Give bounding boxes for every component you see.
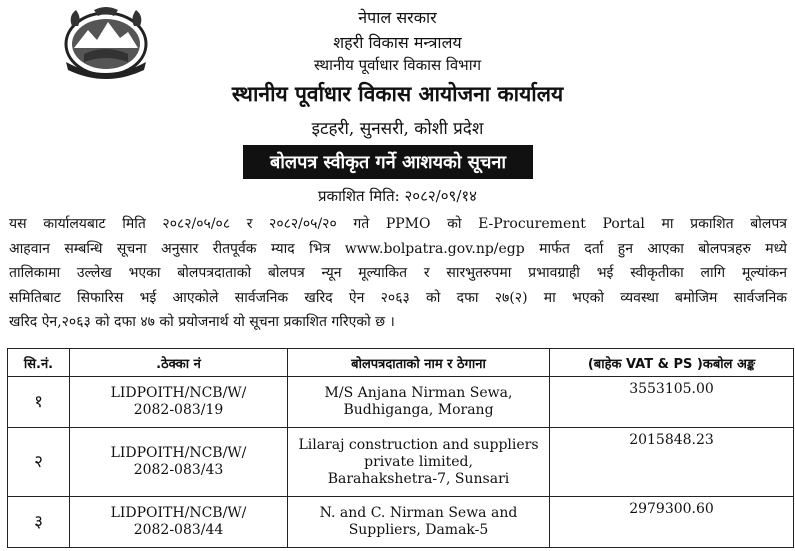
table-header-row <box>8 349 794 377</box>
bid-amount: 2979300.60 <box>550 497 794 548</box>
body-line: आहवान सम्बन्धि सूचना अनुसार रीतपूर्वक म्याद भित्र www.bolpatra.gov.np/egp मार्फत दर्ता हुन आएका बोलपत्रहरु मध्ये <box>9 240 787 257</box>
contract-number <box>70 428 288 497</box>
body-line: खरिद ऐन,२०६३ को दफा ४७ को प्रयोजनार्थ यो सूचना प्रकाशित गरिएको छ । <box>9 314 395 331</box>
bidder-name-address <box>288 428 550 497</box>
bidder-line: N. and C. Nirman Sewa and <box>319 505 518 521</box>
body-line: समितिबाट सिफारिस भई आएकोले सार्वजनिक खरिद ऐन २०६३ को दफा २७(२) मा भएको व्यवस्था बमोजिम सार्वजनिक <box>9 289 787 306</box>
col-header-bidder: बोलपत्रदाताको नाम र ठेगाना <box>288 349 550 377</box>
office-address: इटहरी, सुनसरी, कोशी प्रदेश <box>311 119 484 139</box>
body-line: तालिकामा उल्लेख भएका बोलपत्रदाताको बोलपत्र न्यून मूल्याकित र सारभुतरुपमा प्रभावग्राही भई स्वीकृतीका लागि मूल्यांकन <box>9 265 787 282</box>
col-header-serial: सि.नं. <box>8 349 70 377</box>
bidder-name-address <box>288 377 550 428</box>
contract-line: 2082-083/44 <box>133 522 224 538</box>
contract-line: 2082-083/19 <box>133 402 224 418</box>
ministry-name: शहरी विकास मन्त्रालय <box>333 33 462 52</box>
contract-number <box>70 377 288 428</box>
table-row <box>8 497 794 548</box>
table-row <box>8 428 794 497</box>
serial-number: १ <box>8 377 70 428</box>
bidder-line: Suppliers, Damak-5 <box>348 522 489 538</box>
published-date: प्रकाशित मिति: २०८२/०९/१४ <box>318 187 477 205</box>
bidder-line: Barahakshetra-7, Sunsari <box>327 470 510 487</box>
col-header-amount: (बाहेक VAT & PS )कबोल अङ्क <box>550 349 794 377</box>
bid-amount: 3553105.00 <box>550 377 794 428</box>
table-row <box>8 377 794 428</box>
contract-number <box>70 497 288 548</box>
bidder-line: Budhiganga, Morang <box>343 402 494 418</box>
bidder-line: Lilaraj construction and suppliers <box>298 436 539 453</box>
contract-line: LIDPOITH/NCB/W/ <box>110 445 247 461</box>
notice-title: बोलपत्र स्वीकृत गर्ने आशयको सूचना <box>243 145 533 179</box>
bid-table <box>7 348 794 548</box>
serial-number: ३ <box>8 497 70 548</box>
contract-line: LIDPOITH/NCB/W/ <box>110 505 247 521</box>
notice-body <box>9 212 787 335</box>
body-line: यस कार्यालयबाट मिति २०८२/०५/०८ र २०८२/०५/२० गते PPMO को E-Procurement Portal मा प्रकाशित बोलपत्र <box>9 216 787 232</box>
contract-line: 2082-083/43 <box>133 462 224 478</box>
office-name: स्थानीय पूर्वाधार विकास आयोजना कार्यालय <box>231 82 564 106</box>
bid-amount: 2015848.23 <box>550 428 794 497</box>
col-header-contract: .ठेक्का नं <box>70 349 288 377</box>
contract-line: LIDPOITH/NCB/W/ <box>110 385 247 401</box>
bidder-line: M/S Anjana Nirman Sewa, <box>324 385 513 401</box>
government-name: नेपाल सरकार <box>358 8 437 27</box>
department-name: स्थानीय पूर्वाधार विकास विभाग <box>313 56 482 74</box>
bidder-line: private limited, <box>364 453 473 470</box>
bidder-name-address <box>288 497 550 548</box>
serial-number: २ <box>8 428 70 497</box>
